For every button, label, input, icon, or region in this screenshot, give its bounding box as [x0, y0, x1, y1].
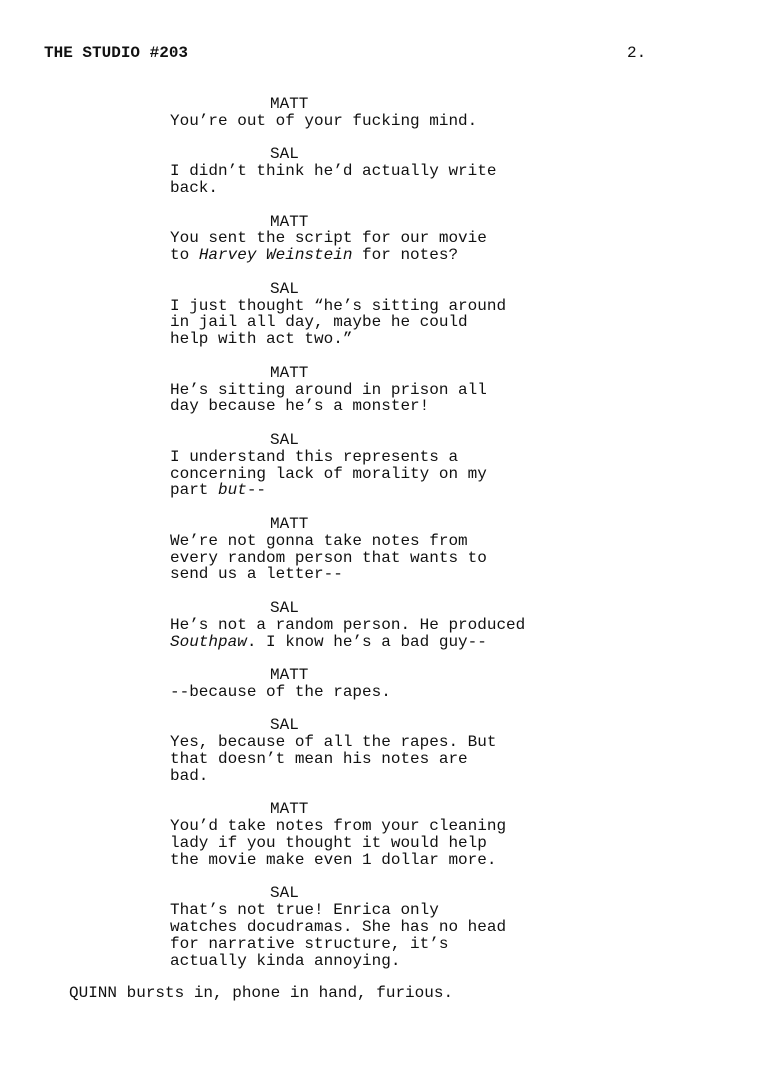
dialogue-line	[170, 314, 550, 331]
dialogue-text: You sent the script for our movie	[170, 229, 487, 248]
dialogue-block	[170, 516, 550, 583]
dialogue-block	[170, 214, 550, 264]
dialogue-text: every random person that wants to	[170, 548, 487, 567]
dialogue-line	[170, 852, 550, 869]
character-name: SAL	[270, 145, 299, 164]
dialogue-text: I understand this represents a	[170, 447, 459, 466]
dialogue-text: back.	[170, 178, 219, 197]
character-name: MATT	[270, 363, 309, 382]
script-header-title: THE STUDIO #203	[44, 44, 189, 62]
character-name: MATT	[270, 800, 309, 819]
dialogue-text: for narrative structure, it’s	[170, 934, 449, 953]
dialogue-line	[170, 331, 550, 348]
dialogue-text: that doesn’t mean his notes are	[170, 750, 468, 769]
dialogue-line	[170, 566, 550, 583]
dialogue-block	[170, 146, 550, 196]
dialogue-line	[170, 382, 550, 399]
italic-text: Harvey Weinstein	[198, 246, 353, 265]
dialogue-section	[170, 96, 550, 986]
dialogue-block	[170, 432, 550, 499]
dialogue-block	[170, 600, 550, 650]
dialogue-line	[170, 230, 550, 247]
dialogue-line	[170, 550, 550, 567]
dialogue-line	[170, 163, 550, 180]
dialogue-block	[170, 667, 550, 701]
dialogue-text: to	[170, 246, 199, 265]
dialogue-block	[170, 801, 550, 868]
dialogue-line	[170, 684, 550, 701]
character-name: MATT	[270, 666, 309, 685]
dialogue-line	[170, 449, 550, 466]
character-name: MATT	[270, 95, 309, 113]
italic-text: Southpaw	[170, 632, 247, 651]
dialogue-block	[170, 885, 550, 969]
character-name: SAL	[270, 279, 299, 298]
dialogue-text: You’re out of your fucking mind.	[170, 111, 478, 130]
dialogue-text: I just thought “he’s sitting around	[170, 296, 507, 315]
dialogue-text: for notes?	[352, 246, 459, 265]
dialogue-line	[170, 398, 550, 415]
dialogue-line	[170, 953, 550, 970]
dialogue-line	[170, 818, 550, 835]
dialogue-text: concerning lack of morality on my	[170, 464, 487, 483]
dialogue-line	[170, 768, 550, 785]
dialogue-block	[170, 96, 550, 130]
dialogue-text: help with act two.”	[170, 330, 353, 349]
dialogue-line	[170, 902, 550, 919]
character-name: MATT	[270, 514, 309, 533]
dialogue-line	[170, 936, 550, 953]
page-number: 2.	[627, 44, 647, 62]
dialogue-line	[170, 634, 550, 651]
dialogue-line	[170, 734, 550, 751]
dialogue-text: Yes, because of all the rapes. But	[170, 733, 497, 752]
dialogue-line	[170, 482, 550, 499]
dialogue-text: send us a letter--	[170, 565, 343, 584]
dialogue-text: That’s not true! Enrica only	[170, 901, 439, 920]
dialogue-line	[170, 247, 550, 264]
character-name: SAL	[270, 716, 299, 735]
dialogue-text: . I know he’s a bad guy--	[246, 632, 487, 651]
dialogue-block	[170, 717, 550, 784]
dialogue-block	[170, 281, 550, 348]
dialogue-line	[170, 533, 550, 550]
dialogue-line	[170, 617, 550, 634]
dialogue-line	[170, 180, 550, 197]
dialogue-line	[170, 298, 550, 315]
dialogue-text: part	[170, 481, 219, 500]
dialogue-text: --	[246, 481, 267, 500]
dialogue-text: We’re not gonna take notes from	[170, 531, 468, 550]
dialogue-line	[170, 835, 550, 852]
character-name: SAL	[270, 430, 299, 449]
italic-text: but	[218, 481, 247, 500]
dialogue-line	[170, 919, 550, 936]
dialogue-text: in jail all day, maybe he could	[170, 313, 468, 332]
dialogue-text: He’s not a random person. He produced	[170, 615, 526, 634]
dialogue-line	[170, 751, 550, 768]
dialogue-text: He’s sitting around in prison all	[170, 380, 487, 399]
dialogue-text: day because he’s a monster!	[170, 397, 430, 416]
dialogue-text: bad.	[170, 766, 209, 785]
dialogue-block	[170, 365, 550, 415]
dialogue-line	[170, 466, 550, 483]
dialogue-text: I didn’t think he’d actually write	[170, 162, 497, 181]
dialogue-text: watches docudramas. She has no head	[170, 918, 507, 937]
dialogue-text: the movie make even 1 dollar more.	[170, 850, 497, 869]
character-name: SAL	[270, 884, 299, 903]
dialogue-text: You’d take notes from your cleaning	[170, 817, 507, 836]
dialogue-text: lady if you thought it would help	[170, 834, 487, 853]
action-line: QUINN bursts in, phone in hand, furious.	[69, 984, 454, 1002]
character-name: SAL	[270, 598, 299, 617]
dialogue-text: --because of the rapes.	[170, 682, 391, 701]
dialogue-line	[170, 113, 550, 130]
character-name: MATT	[270, 212, 309, 231]
dialogue-text: actually kinda annoying.	[170, 951, 401, 970]
